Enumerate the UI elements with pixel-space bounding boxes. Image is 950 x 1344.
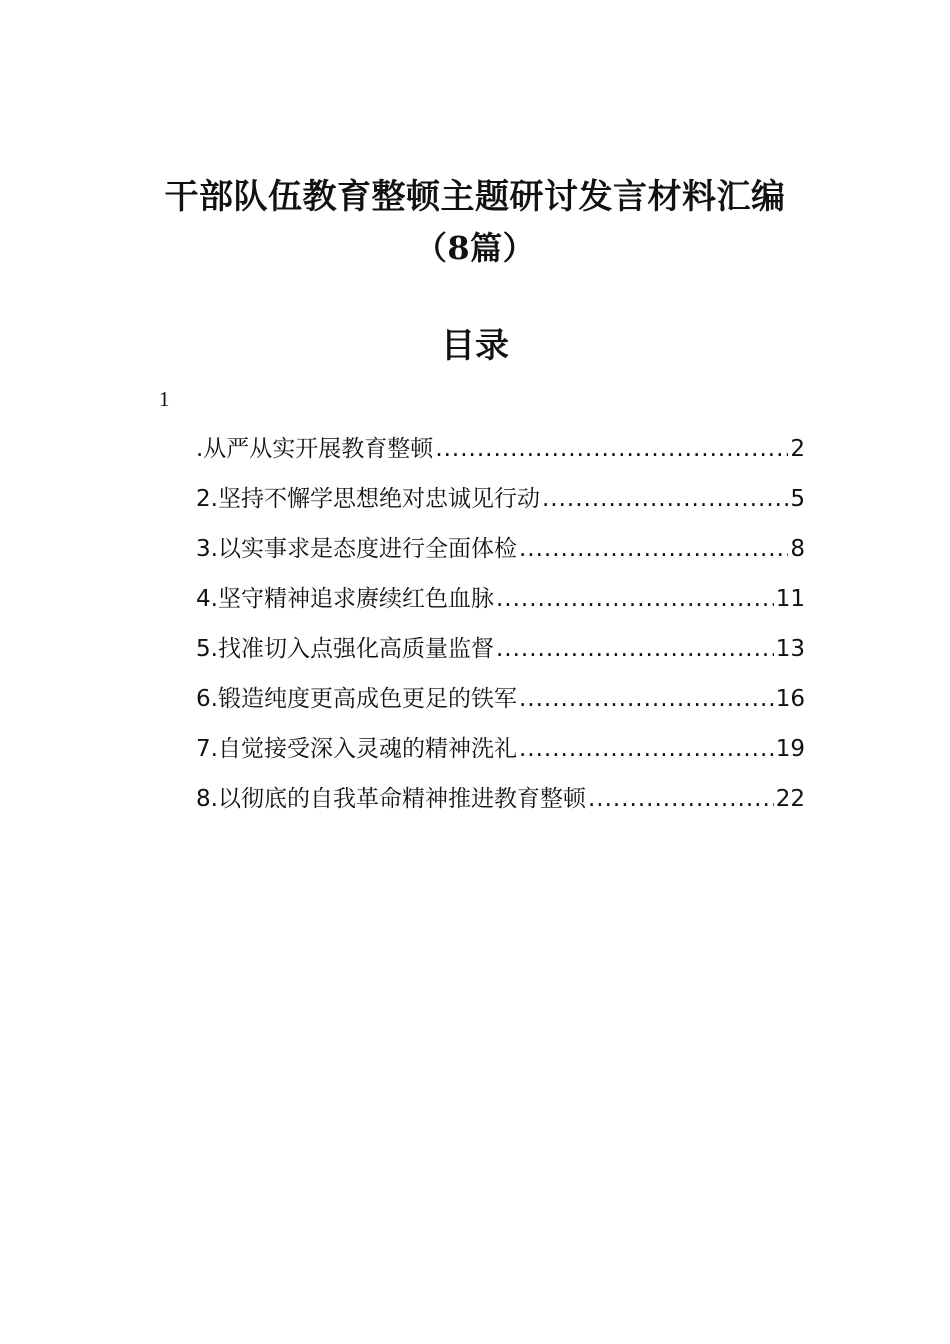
toc-entry[interactable] xyxy=(196,434,805,484)
toc-entry[interactable] xyxy=(196,684,805,734)
toc-entry-page: 22 xyxy=(775,786,805,812)
toc-entry-title: 7.自觉接受深入灵魂的精神洗礼 xyxy=(196,736,517,762)
toc-entry-page: 8 xyxy=(790,536,805,562)
toc-entry-title: 5.找准切入点强化高质量监督 xyxy=(196,636,494,662)
document-title: 干部队伍教育整顿主题研讨发言材料汇编 xyxy=(164,177,786,217)
toc-leader-dots xyxy=(496,584,774,614)
toc-entry-title: 8.以彻底的自我革命精神推进教育整顿 xyxy=(196,786,586,812)
toc-leader-dots xyxy=(519,534,788,564)
toc-leader-dots xyxy=(519,734,774,764)
toc-heading: 目录 xyxy=(441,326,509,366)
toc-leader-dots xyxy=(435,434,788,464)
toc-leader-dots xyxy=(496,634,774,664)
toc-entry-page: 19 xyxy=(775,736,805,762)
toc-entry-page: 5 xyxy=(790,486,805,512)
toc-entry-page: 11 xyxy=(775,586,805,612)
toc-entry[interactable] xyxy=(196,784,805,834)
toc-entry-page: 13 xyxy=(775,636,805,662)
toc-entry-title: .从严从实开展教育整顿 xyxy=(196,436,434,462)
list-number: 1 xyxy=(159,387,170,411)
toc-entry-title: 4.坚守精神追求赓续红色血脉 xyxy=(196,586,494,612)
toc-entry[interactable] xyxy=(196,484,805,534)
toc-leader-dots xyxy=(542,484,788,514)
toc-entry[interactable] xyxy=(196,734,805,784)
toc-entry-page: 16 xyxy=(775,686,805,712)
document-subtitle: （8篇） xyxy=(414,229,536,267)
table-of-contents xyxy=(196,434,805,834)
toc-leader-dots xyxy=(519,684,774,714)
toc-entry-page: 2 xyxy=(790,436,805,462)
toc-entry[interactable] xyxy=(196,584,805,634)
toc-entry[interactable] xyxy=(196,534,805,584)
toc-entry-title: 2.坚持不懈学思想绝对忠诚见行动 xyxy=(196,486,540,512)
toc-leader-dots xyxy=(588,784,774,814)
toc-entry[interactable] xyxy=(196,634,805,684)
toc-entry-title: 3.以实事求是态度进行全面体检 xyxy=(196,536,517,562)
toc-entry-title: 6.锻造纯度更高成色更足的铁军 xyxy=(196,686,517,712)
